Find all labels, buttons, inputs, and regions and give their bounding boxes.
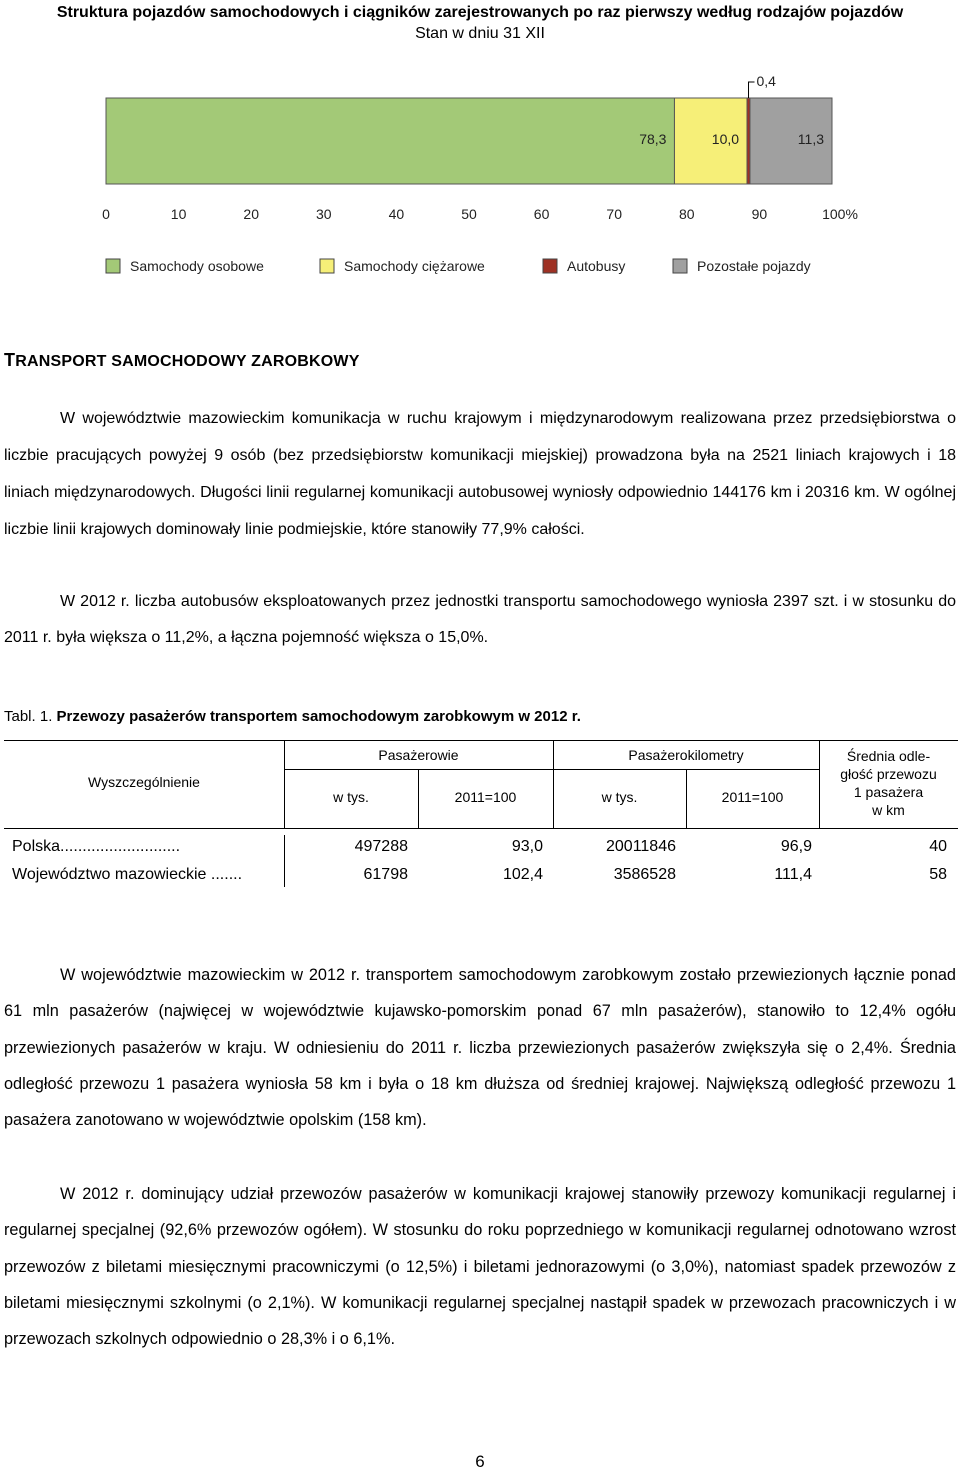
tick-label: 100% <box>822 206 858 222</box>
tick-label: 0 <box>102 206 110 222</box>
data-label-leader <box>749 82 755 98</box>
data-label: 10,0 <box>711 131 740 147</box>
paragraph-1 <box>4 400 956 548</box>
cell-pas: 497288 <box>354 838 408 855</box>
tick-label: 10 <box>170 206 187 222</box>
table-top-rule <box>4 740 958 741</box>
tick-label: 70 <box>606 206 622 222</box>
table-title-text: Przewozy pasażerów transportem samochodowym zarobkowym w 2012 r. <box>56 708 581 725</box>
table-number: Tabl. 1. <box>4 708 53 725</box>
row-leader-dots: ........................... <box>60 838 181 855</box>
tick-label: 60 <box>533 206 550 222</box>
header-pasazerowie: Pasażerowie <box>378 747 459 763</box>
chart-title <box>0 2 960 44</box>
header-wyszczegolnienie: Wyszczególnienie <box>88 774 200 790</box>
header-avg-line1: Średnia odle- <box>846 748 931 764</box>
stacked-bar-chart <box>0 60 960 290</box>
data-label: 11,3 <box>797 131 824 147</box>
tick-label: 20 <box>243 206 259 222</box>
tick-label: 50 <box>461 206 477 222</box>
cell-pkm: 3586528 <box>613 866 676 883</box>
data-label: 78,3 <box>639 131 667 147</box>
cell-pkm-index: 96,9 <box>780 838 812 855</box>
section-heading-text: RANSPORT SAMOCHODOWY ZAROBKOWY <box>15 353 360 370</box>
tick-label: 40 <box>388 206 405 222</box>
header-srednia-odleglosc <box>819 747 958 819</box>
bar-segment <box>106 98 674 184</box>
tick-label: 90 <box>751 206 768 222</box>
row-label-text: Województwo mazowieckie <box>12 866 207 883</box>
header-avg-line2: głość przewozu <box>840 766 937 782</box>
header-pkm-index: 2011=100 <box>721 789 784 805</box>
section-heading <box>4 350 360 371</box>
legend-swatch <box>543 259 557 273</box>
table-header-mid-rule <box>284 769 819 770</box>
header-pas-tys: w tys. <box>333 789 369 805</box>
cell-pas: 61798 <box>363 866 408 883</box>
cell-avg: 58 <box>929 866 947 883</box>
chart-title-main: Struktura pojazdów samochodowych i ciągników zarejestrowanych po raz pierwszy według rodzajów pojazdów <box>56 4 904 21</box>
legend-swatch <box>673 259 687 273</box>
paragraph-4 <box>4 1176 956 1357</box>
header-pkm-tys: w tys. <box>601 789 638 805</box>
header-avg-line3: 1 pasażera <box>853 784 924 800</box>
legend-swatch <box>106 259 120 273</box>
header-pasazerokilometry: Pasażerokilometry <box>628 747 744 763</box>
paragraph-1-text: W województwie mazowieckim komunikacja w ruchu krajowym i międzynarodowym realizowana przez przedsiębiorstwa o liczbie pracujących powyżej 9 osób (bez przedsiębiorstw komunikacji miejskiej) prowadzona była na 2521 liniach krajowych i 18 liniach międzynarodowych. Długości linii regularnej komunikacji autobusowej wyniosły odpowiednio 144176 km i 20316 km. W ogólnej liczbie linii krajowych dominowały linie podmiejskie, które stanowiły 77,9% całości. <box>4 410 956 538</box>
legend-swatch <box>320 259 334 273</box>
table-title <box>4 708 581 725</box>
table-row <box>0 835 960 861</box>
table-header-bottom-rule <box>4 828 958 829</box>
section-heading-initial: T <box>4 350 16 370</box>
legend-label: Pozostałe pojazdy <box>697 258 811 274</box>
table-col-divider <box>284 835 285 887</box>
row-label <box>12 866 242 884</box>
row-label-text: Polska <box>12 838 61 855</box>
legend-label: Autobusy <box>567 258 626 274</box>
header-avg-line4: w km <box>872 802 905 818</box>
paragraph-3 <box>4 957 956 1138</box>
paragraph-2 <box>4 584 956 656</box>
paragraph-3-text: W województwie mazowieckim w 2012 r. transportem samochodowym zarobkowym zostało przewiezionych łącznie ponad 61 mln pasażerów (najwięcej w województwie kujawsko-pomorskim ponad 67 mln pasażerów), stanowiło to 12,4% ogółu przewiezionych pasażerów w kraju. W odniesieniu do 2011 r. liczba przewiezionych pasażerów zwiększyła się o 2,4%. Średnia odległość przewozu 1 pasażera wyniosła 58 km i była o 18 km dłuższa od średniej krajowej. Największą odległość przewozu 1 pasażera zanotowano w województwie opolskim (158 km). <box>4 966 956 1130</box>
data-label: 0,4 <box>756 73 776 89</box>
page-number: 6 <box>475 1452 485 1471</box>
tick-label: 80 <box>679 206 695 222</box>
paragraph-2-text: W 2012 r. liczba autobusów eksploatowanych przez jednostki transportu samochodowego wyniosła 2397 szt. i w stosunku do 2011 r. była większa o 11,2%, a łączna pojemność większa o 15,0%. <box>4 593 956 646</box>
tick-label: 30 <box>316 206 332 222</box>
cell-avg: 40 <box>929 838 947 855</box>
row-leader-dots: ....... <box>210 866 243 883</box>
legend-label: Samochody ciężarowe <box>344 258 485 274</box>
row-label <box>12 838 180 856</box>
legend-label: Samochody osobowe <box>130 258 264 274</box>
cell-pas-index: 102,4 <box>502 866 543 883</box>
chart-subtitle: Stan w dniu 31 XII <box>415 25 545 42</box>
cell-pkm-index: 111,4 <box>774 866 812 883</box>
table-row <box>0 863 960 889</box>
paragraph-4-text: W 2012 r. dominujący udział przewozów pasażerów w komunikacji krajowej stanowiły przewozy komunikacji regularnej i regularnej specjalnej (92,6% przewozów ogółem). W stosunku do roku poprzedniego w komunikacji regularnej odnotowano wzrost przewozów z biletami miesięcznymi pracowniczymi (o 12,5%) i biletami jednorazowymi (o 3,0%), natomiast spadek przewozów z biletami miesięcznymi szkolnymi (o 2,1%). W komunikacji regularnej specjalnej nastąpił spadek w przewozach pracowniczych i w przewozach szkolnych odpowiednio o 28,3% i o 6,1%. <box>4 1185 956 1349</box>
cell-pas-index: 93,0 <box>511 838 543 855</box>
header-pas-index: 2011=100 <box>454 789 517 805</box>
cell-pkm: 20011846 <box>606 838 676 855</box>
